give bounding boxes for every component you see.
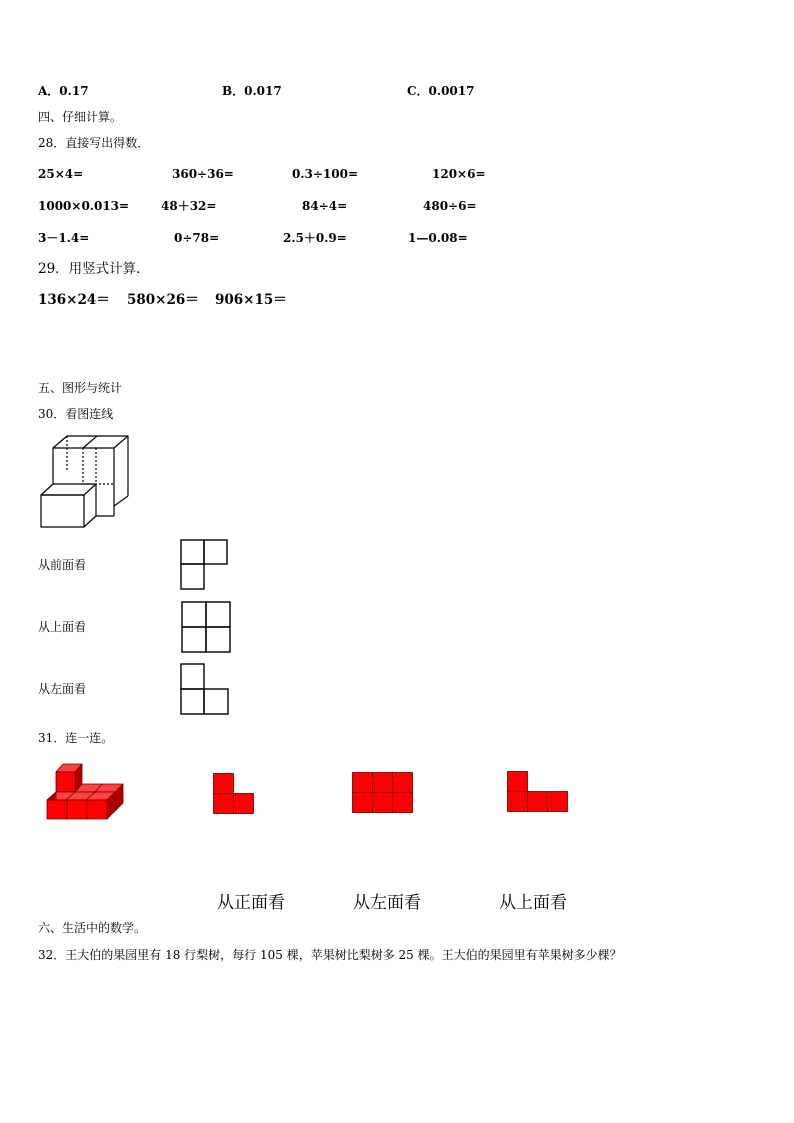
q29-item: 906×15＝ [215,292,287,308]
q28-item: 48＋32= [161,199,217,213]
q28-item: 1—0.08= [408,231,468,245]
q29-item: 136×24＝ [38,292,110,308]
q31-view-3 [507,771,568,812]
q28-item: 1000×0.013= [38,199,130,213]
q28-item: 120×6= [432,167,486,181]
option-b: B．0.017 [222,84,282,98]
q28-item: 480÷6= [423,199,477,213]
option-a: A．0.17 [38,84,89,98]
q31-label-left: 从左面看 [353,893,421,913]
q28-item: 0÷78= [174,231,220,245]
q28-item: 3－1.4= [38,231,90,245]
option-c: C．0.0017 [407,84,475,98]
q28-item: 360÷36= [172,167,234,181]
q31-label-front: 从正面看 [217,893,285,913]
q31-view-1 [213,773,255,814]
section-4-title: 四、仔细计算。 [38,110,123,124]
q28-item: 2.5＋0.9= [283,231,347,245]
q28-item: 84÷4= [302,199,348,213]
section-5-title: 五、图形与统计 [38,381,123,395]
q32-text: 32．王大伯的果园里有 18 行梨树，每行 105 棵，苹果树比梨树多 25 棵。王大伯的果园里有苹果树多少棵？ [38,948,622,962]
section-6-title: 六、生活中的数学。 [38,921,147,935]
q30-label-front: 从前面看 [38,558,87,572]
q31-label-top: 从上面看 [499,893,567,913]
q28-item: 0.3÷100= [292,167,359,181]
q28-title: 28．直接写出得数． [38,136,150,150]
q29-item: 580×26＝ [127,292,199,308]
q30-label-left: 从左面看 [38,682,87,696]
q31-view-2 [352,772,413,813]
q30-label-top: 从上面看 [38,620,87,634]
q29-title: 29．用竖式计算． [38,261,150,277]
q31-title: 31．连一连。 [38,731,114,745]
q30-title: 30．看图连线 [38,407,114,421]
q28-item: 25×4= [38,167,84,181]
